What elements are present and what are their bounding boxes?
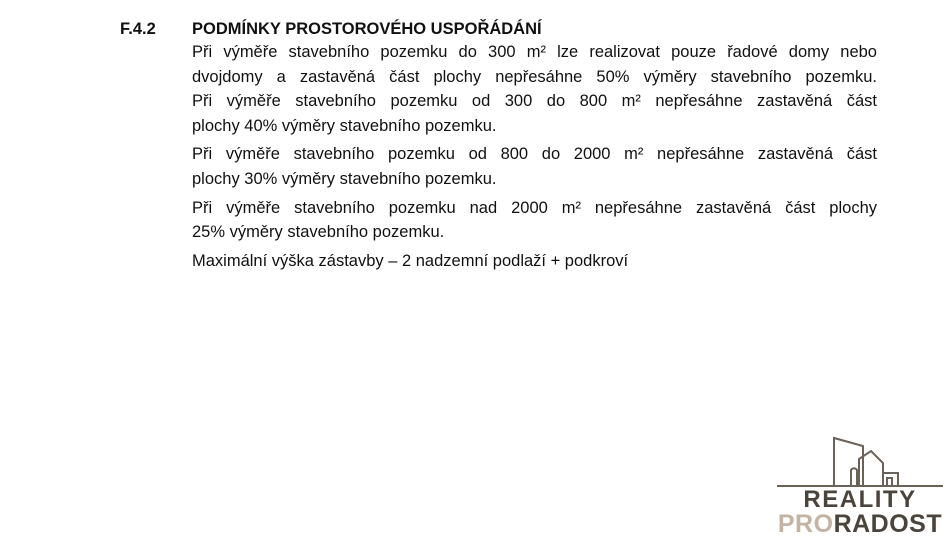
text-line: plochy 40% výměry stavebního pozemku. <box>192 116 497 135</box>
paragraph-building-plot-800-2000 <box>192 142 877 191</box>
text-line: dvojdomy a zastavěná část plochy nepřesáhne 50% výměry stavebního pozemku. <box>192 67 877 86</box>
text-line: 25% výměry stavebního pozemku. <box>192 223 445 242</box>
text-line: Při výměře stavebního pozemku od 300 do 800 m² nepřesáhne zastavěná část <box>192 92 877 111</box>
text-line: plochy 30% výměry stavebního pozemku. <box>192 169 497 188</box>
section-number: F.4.2 <box>120 20 156 38</box>
logo-text-radost: RADOST <box>833 510 943 538</box>
text-line: Maximální výška zástavby – 2 nadzemní podlaží + podkroví <box>192 251 629 270</box>
paragraph-max-height <box>192 249 877 274</box>
text-line: Při výměře stavebního pozemku do 300 m² lze realizovat pouze řadové domy nebo <box>192 43 877 61</box>
text-line: Při výměře stavebního pozemku nad 2000 m² nepřesáhne zastavěná část plochy <box>192 198 877 217</box>
skyline-icon <box>776 424 944 488</box>
logo-text-pro: PRO <box>777 510 834 538</box>
section-body <box>192 40 877 277</box>
company-logo <box>775 424 945 536</box>
paragraph-building-plot-300-800 <box>192 40 877 138</box>
section-title: PODMÍNKY PROSTOROVÉHO USPOŘÁDÁNÍ <box>192 20 542 38</box>
paragraph-building-plot-over-2000 <box>192 196 877 245</box>
text-line: Při výměře stavebního pozemku od 800 do 2000 m² nepřesáhne zastavěná část <box>192 145 877 164</box>
section-heading <box>120 19 880 39</box>
logo-text-proradost <box>775 512 945 536</box>
logo-text-reality: REALITY <box>803 486 917 513</box>
